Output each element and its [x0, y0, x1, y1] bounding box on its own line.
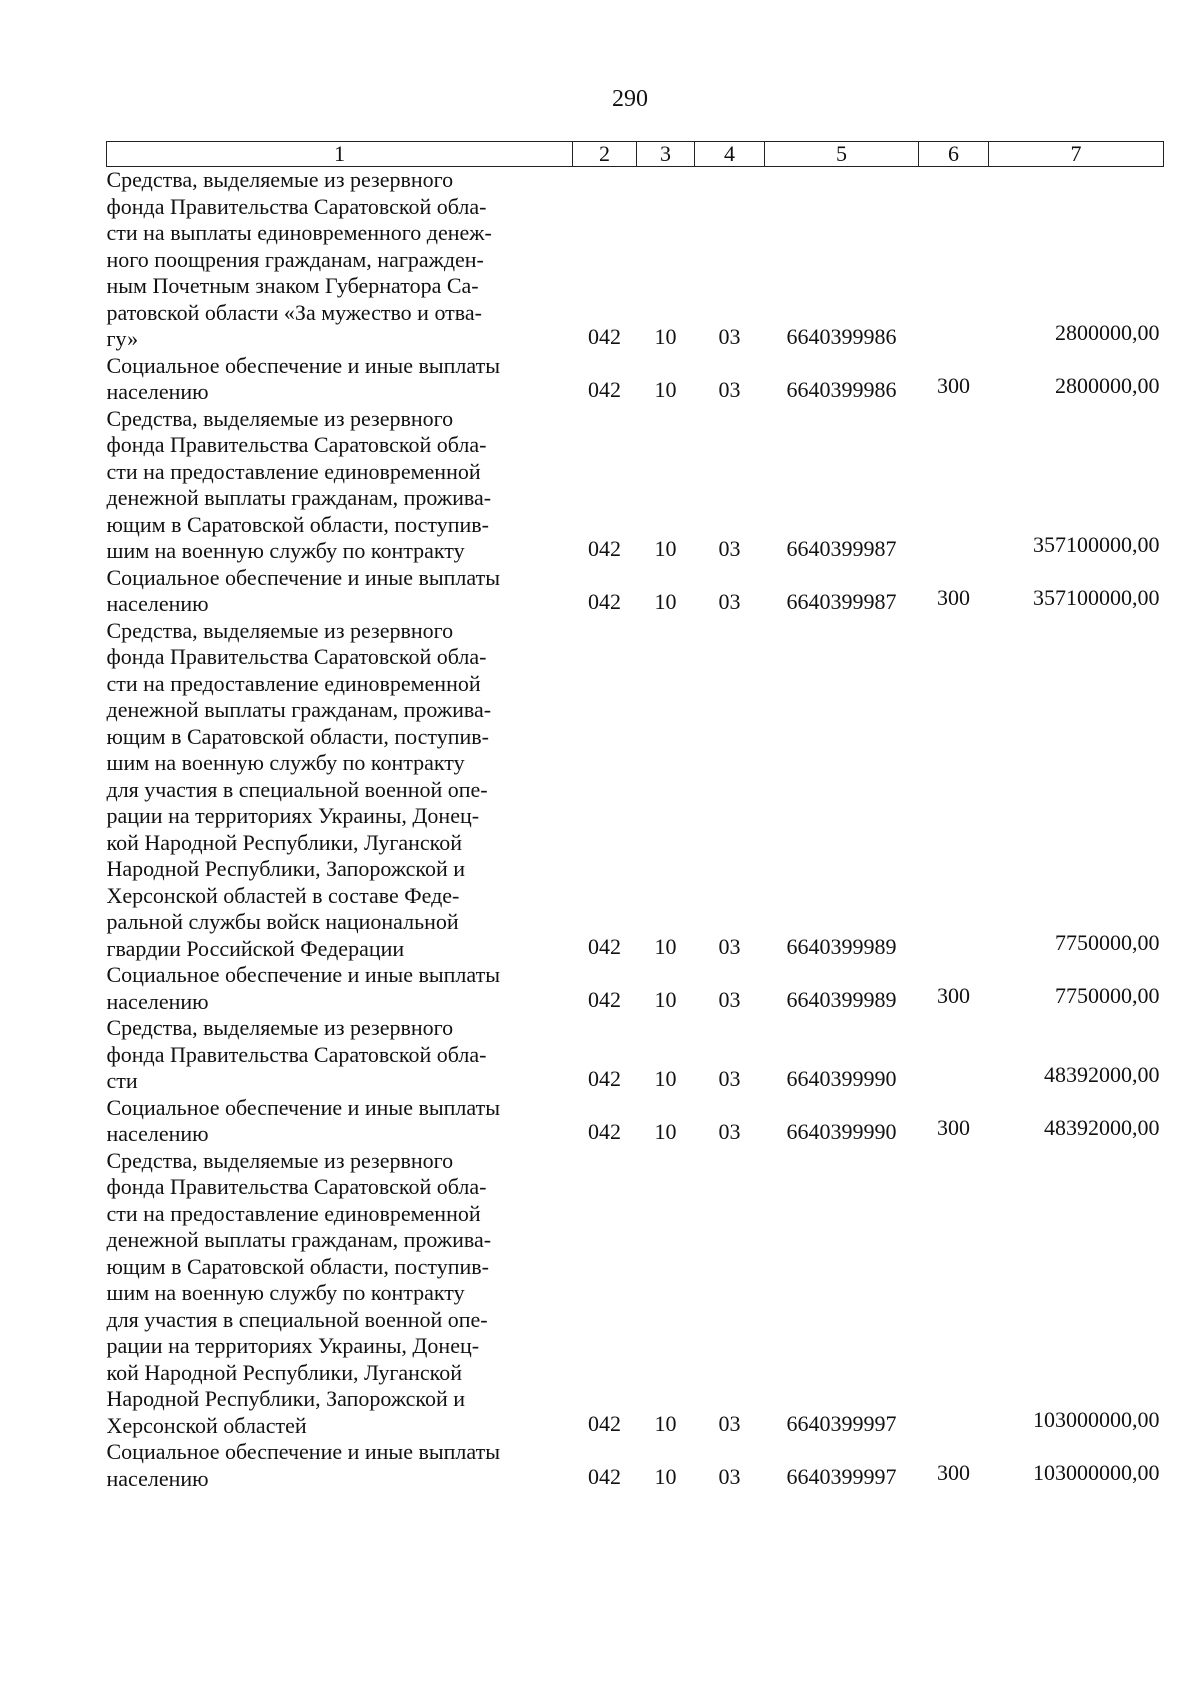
section-code: 10: [654, 1463, 677, 1489]
row-description: [107, 353, 573, 406]
description-line: шим на военную службу по контракту: [106, 538, 465, 563]
description-line: гу»: [106, 326, 139, 351]
description-line: населению: [106, 988, 209, 1014]
table-row: [107, 962, 1164, 1015]
target-article-code: 6640399997: [786, 1410, 897, 1436]
header-row: [107, 142, 1164, 167]
admin-code: 042: [588, 536, 621, 561]
admin-code: 042: [588, 324, 621, 349]
amount: 7750000,00: [1055, 929, 1160, 955]
description-line: населению: [106, 379, 209, 404]
row-description: [107, 1015, 573, 1095]
header-col-5: 5: [765, 142, 919, 167]
description-line: Социальное обеспечение и иные выплаты: [106, 564, 500, 590]
description-line: сти на предоставление единовременной: [106, 670, 481, 696]
table-row: [107, 1095, 1164, 1148]
description-line: Средства, выделяемые из резервного: [106, 405, 454, 431]
description-line: сти на выплаты единовременного денеж-: [106, 220, 492, 245]
row-description: [107, 1148, 573, 1440]
expense-type-code: [919, 406, 989, 565]
description-line: рации на территориях Украины, Донец-: [106, 803, 480, 828]
admin-code: 042: [588, 1066, 621, 1091]
description-line: Средства, выделяемые из резервного: [106, 617, 454, 643]
description-line: Народной Республики, Запорожской и: [106, 1386, 466, 1411]
expense-type-code: 300: [937, 1115, 970, 1140]
description-line: Средства, выделяемые из резервного: [106, 1015, 454, 1040]
target-article-code: 6640399987: [786, 536, 897, 561]
description-line: сти на предоставление единовременной: [106, 1200, 481, 1226]
target-article-code: 6640399987: [786, 589, 897, 614]
amount: 2800000,00: [1055, 320, 1160, 345]
section-code: 10: [654, 1410, 677, 1436]
target-article-code: 6640399986: [786, 377, 897, 402]
description-line: Средства, выделяемые из резервного: [106, 167, 454, 192]
table-row: [107, 1015, 1164, 1095]
amount: 103000000,00: [1033, 1406, 1160, 1432]
description-line: ральной службы войск национальной: [106, 909, 459, 934]
description-line: гвардии Российской Федерации: [106, 935, 405, 961]
section-code: 10: [654, 1119, 677, 1144]
description-line: сти на предоставление единовременной: [106, 458, 481, 484]
description-line: Херсонской областей в составе Феде-: [106, 882, 460, 908]
description-line: населению: [106, 591, 209, 616]
table-row: [107, 353, 1164, 406]
header-col-7: 7: [989, 142, 1164, 167]
row-description: [107, 406, 573, 565]
expense-type-code: [919, 167, 989, 353]
section-code: 10: [654, 377, 677, 402]
target-article-code: 6640399989: [786, 933, 897, 959]
description-line: шим на военную службу по контракту: [106, 750, 465, 775]
expense-type-code: 300: [937, 585, 970, 610]
description-line: Социальное обеспечение и иные выплаты: [106, 962, 500, 987]
description-line: Народной Республики, Запорожской и: [106, 856, 466, 881]
target-article-code: 6640399990: [786, 1119, 897, 1144]
expense-type-code: [919, 1148, 989, 1440]
table-row: [107, 406, 1164, 565]
admin-code: 042: [588, 1463, 621, 1489]
amount: 7750000,00: [1055, 982, 1160, 1008]
description-line: фонда Правительства Саратовской обла-: [106, 1174, 487, 1199]
expense-type-code: [919, 1015, 989, 1095]
table-row: [107, 1439, 1164, 1492]
description-line: ющим в Саратовской области, поступив-: [106, 1253, 489, 1279]
admin-code: 042: [588, 589, 621, 614]
amount: 103000000,00: [1033, 1459, 1160, 1485]
description-line: кой Народной Республики, Луганской: [106, 1359, 463, 1385]
header-col-1: 1: [107, 142, 573, 167]
table-row: [107, 167, 1164, 353]
description-line: денежной выплаты гражданам, прожива-: [106, 697, 492, 722]
description-line: ющим в Саратовской области, поступив-: [106, 723, 489, 749]
amount: 357100000,00: [1033, 585, 1160, 610]
admin-code: 042: [588, 377, 621, 402]
header-col-2: 2: [573, 142, 637, 167]
description-line: ным Почетным знаком Губернатора Са-: [106, 273, 479, 298]
row-description: [107, 167, 573, 353]
admin-code: 042: [588, 986, 621, 1012]
description-line: рации на территориях Украины, Донец-: [106, 1333, 480, 1358]
subsection-code: 03: [718, 1410, 741, 1436]
target-article-code: 6640399997: [786, 1463, 897, 1489]
table-row: [107, 565, 1164, 618]
description-line: населению: [106, 1465, 209, 1491]
subsection-code: 03: [718, 536, 741, 561]
description-line: денежной выплаты гражданам, прожива-: [106, 485, 492, 510]
row-description: [107, 1095, 573, 1148]
description-line: Социальное обеспечение и иные выплаты: [106, 352, 500, 378]
description-line: для участия в специальной военной опе-: [106, 1306, 488, 1332]
description-line: шим на военную службу по контракту: [106, 1280, 465, 1305]
section-code: 10: [654, 324, 677, 349]
row-description: [107, 962, 573, 1015]
expense-type-code: 300: [937, 1459, 970, 1485]
description-line: фонда Правительства Саратовской обла-: [106, 432, 487, 457]
subsection-code: 03: [718, 1119, 741, 1144]
table-body: [107, 167, 1164, 1493]
description-line: населению: [106, 1121, 209, 1146]
header-col-6: 6: [919, 142, 989, 167]
description-line: фонда Правительства Саратовской обла-: [106, 193, 487, 219]
header-col-4: 4: [695, 142, 765, 167]
expense-type-code: [919, 618, 989, 963]
page-number: 290: [612, 86, 648, 112]
section-code: 10: [654, 589, 677, 614]
subsection-code: 03: [718, 933, 741, 959]
target-article-code: 6640399989: [786, 986, 897, 1012]
description-line: фонда Правительства Саратовской обла-: [106, 644, 487, 669]
section-code: 10: [654, 1066, 677, 1091]
subsection-code: 03: [718, 324, 741, 349]
description-line: ющим в Саратовской области, поступив-: [106, 511, 489, 537]
admin-code: 042: [588, 1410, 621, 1436]
amount: 48392000,00: [1044, 1115, 1160, 1140]
table-header: [107, 142, 1164, 167]
row-description: [107, 1439, 573, 1492]
amount: 357100000,00: [1033, 532, 1160, 557]
description-line: фонда Правительства Саратовской обла-: [106, 1041, 487, 1067]
description-line: Средства, выделяемые из резервного: [106, 1147, 454, 1173]
subsection-code: 03: [718, 986, 741, 1012]
row-description: [107, 618, 573, 963]
header-col-3: 3: [637, 142, 695, 167]
table-row: [107, 618, 1164, 963]
section-code: 10: [654, 933, 677, 959]
row-description: [107, 565, 573, 618]
description-line: для участия в специальной военной опе-: [106, 776, 488, 802]
target-article-code: 6640399986: [786, 324, 897, 349]
section-code: 10: [654, 986, 677, 1012]
description-line: Херсонской областей: [106, 1412, 307, 1438]
admin-code: 042: [588, 1119, 621, 1144]
description-line: кой Народной Республики, Луганской: [106, 829, 463, 855]
subsection-code: 03: [718, 377, 741, 402]
admin-code: 042: [588, 933, 621, 959]
amount: 48392000,00: [1044, 1062, 1160, 1087]
subsection-code: 03: [718, 589, 741, 614]
target-article-code: 6640399990: [786, 1066, 897, 1091]
description-line: Социальное обеспечение и иные выплаты: [106, 1439, 500, 1464]
description-line: Социальное обеспечение и иные выплаты: [106, 1094, 500, 1120]
description-line: ратовской области «За мужество и отва-: [106, 299, 482, 325]
description-line: ного поощрения гражданам, награжден-: [106, 246, 484, 272]
expense-type-code: 300: [937, 373, 970, 398]
amount: 2800000,00: [1055, 373, 1160, 398]
expense-type-code: 300: [937, 982, 970, 1008]
budget-table: [106, 141, 1164, 1492]
subsection-code: 03: [718, 1066, 741, 1091]
description-line: денежной выплаты гражданам, прожива-: [106, 1227, 492, 1252]
subsection-code: 03: [718, 1463, 741, 1489]
description-line: сти: [106, 1068, 138, 1093]
section-code: 10: [654, 536, 677, 561]
table-row: [107, 1148, 1164, 1440]
